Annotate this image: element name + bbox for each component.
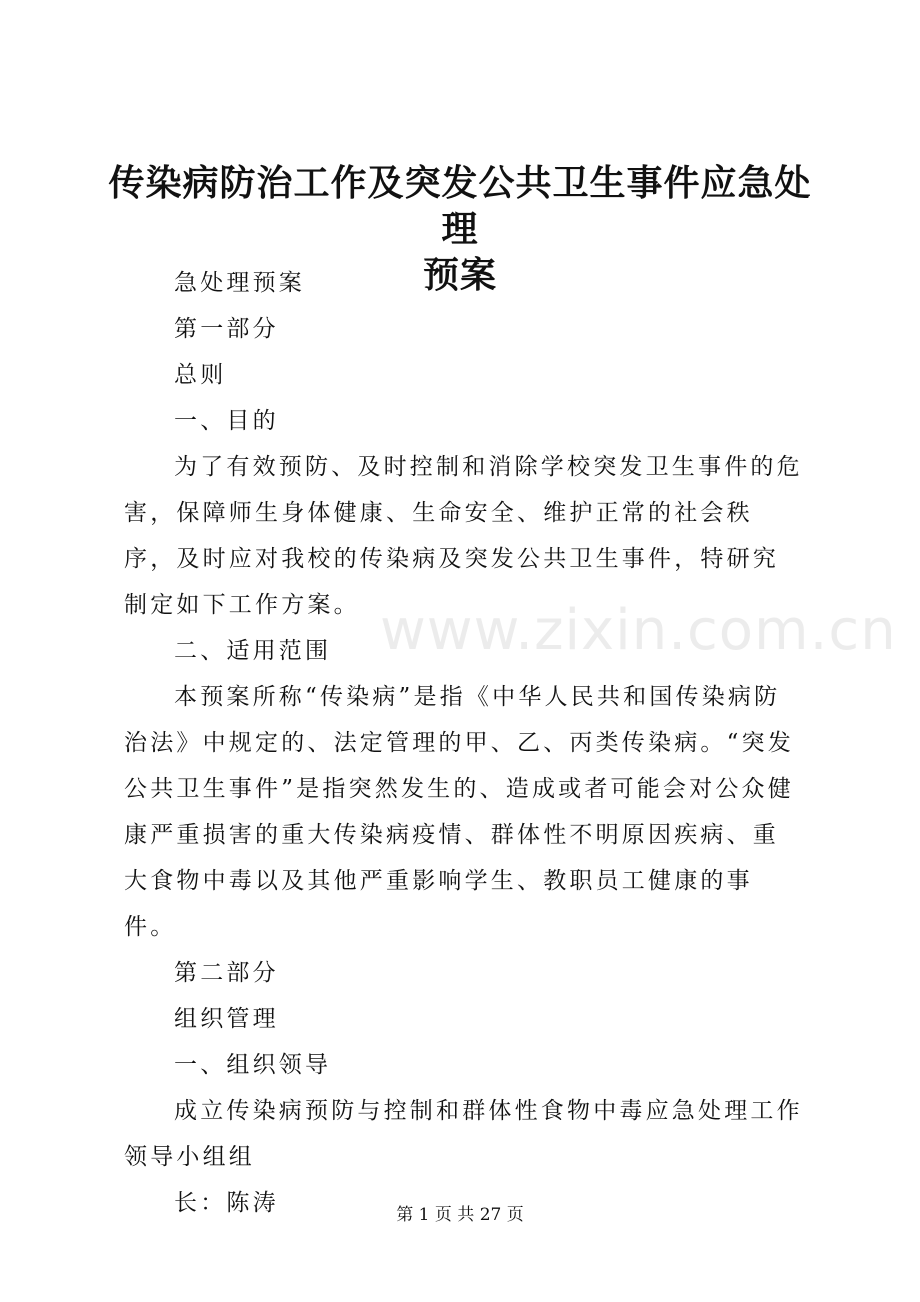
watermark: www.zixin.com.cn — [380, 598, 897, 663]
section-heading: 第二部分 — [174, 960, 279, 986]
title-line-2: 预案 — [422, 254, 497, 296]
section-heading: 第一部分 — [174, 316, 279, 342]
section-heading: 组织管理 — [174, 1006, 279, 1032]
subsection-heading: 一、目的 — [174, 408, 279, 434]
paragraph: 长：陈涛 — [174, 1190, 279, 1216]
section-heading: 总则 — [174, 362, 227, 388]
paragraph: 急处理预案 — [174, 270, 305, 296]
document-body — [124, 260, 804, 1226]
paragraph: 成立传染病预防与控制和群体性食物中毒应急处理工作领导小组组 — [124, 1098, 803, 1170]
subsection-heading: 一、组织领导 — [174, 1052, 332, 1078]
subsection-heading: 二、适用范围 — [174, 638, 332, 664]
title-line-1: 传染病防治工作及突发公共卫生事件应急处理 — [108, 162, 812, 250]
page-footer: 第 1 页 共 27 页 — [396, 1205, 524, 1225]
paragraph: 本预案所称“传染病”是指《中华人民共和国传染病防治法》中规定的、法定管理的甲、乙、丙类传染病。“突发公共卫生事件”是指突然发生的、造成或者可能会对公众健康严重损害的重大传染病疫情、群体性不明原因疾病、重大食物中毒以及其他严重影响学生、教职员工健康的事件。 — [124, 684, 794, 940]
paragraph: 为了有效预防、及时控制和消除学校突发卫生事件的危害，保障师生身体健康、生命安全、维护正常的社会秩序，及时应对我校的传染病及突发公共卫生事件，特研究制定如下工作方案。 — [124, 454, 803, 618]
